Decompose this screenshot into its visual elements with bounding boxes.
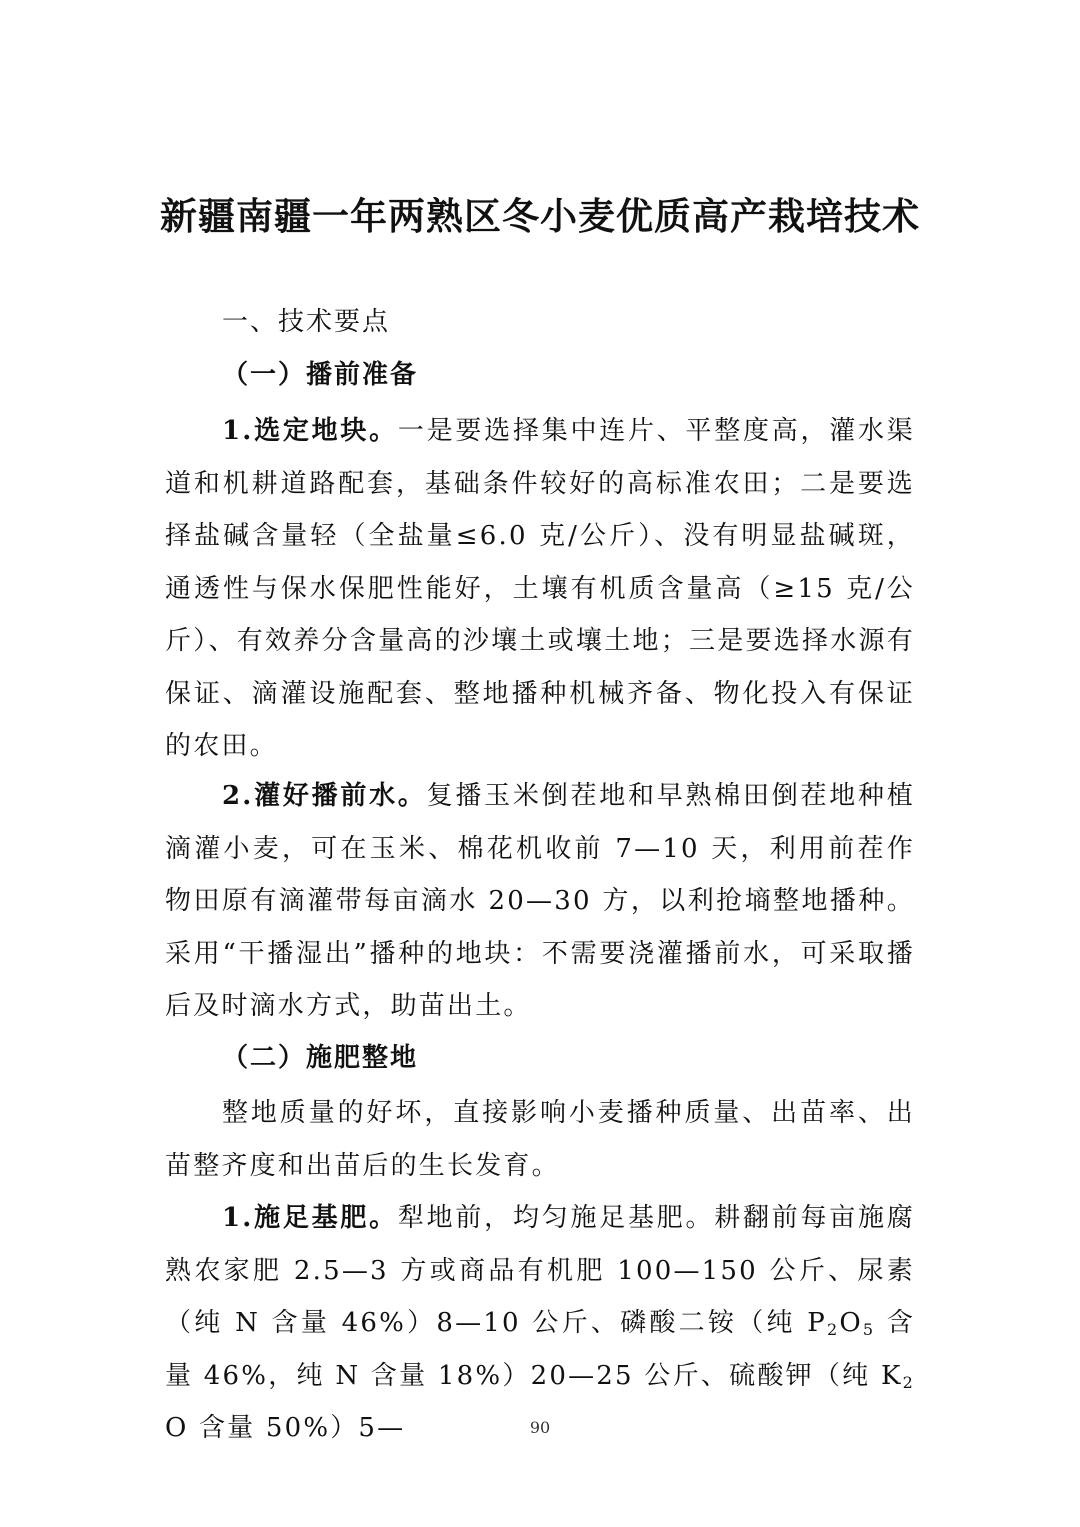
page-title: 新疆南疆一年两熟区冬小麦优质高产栽培技术 [160, 194, 920, 238]
paragraph-base-fertilizer [165, 1192, 915, 1455]
paragraph-text: 犁地前，均匀施足基肥。耕翻前每亩施腐熟农家肥 2.5—3 方或商品有机肥 100—150 公斤、尿素（纯 N 含量 46%）8—10 公斤、磷酸二铵（纯 P [165, 1203, 915, 1338]
paragraph-land-preparation [165, 1087, 915, 1192]
paragraph-text: O [839, 1308, 863, 1338]
section-heading-technical-points: 一、技术要点 [222, 307, 391, 337]
subscript: 2 [902, 1372, 915, 1392]
paragraph-lead: 2.灌好播前水。 [222, 781, 427, 811]
paragraph-lead: 1.施足基肥。 [222, 1203, 398, 1233]
paragraph-text: 复播玉米倒茬地和早熟棉田倒茬地种植滴灌小麦，可在玉米、棉花机收前 7—10 天，利用前茬作物田原有滴灌带每亩滴水 20—30 方，以利抢墒整地播种。采用“干播湿出”播种的地块：不需要浇灌播前水，可采取播后及时滴水方式，助苗出土。 [165, 781, 915, 1021]
paragraph-pre-sowing-water [165, 770, 915, 1033]
paragraph-text: 一是要选择集中连片、平整度高，灌水渠道和机耕道路配套，基础条件较好的高标准农田；二是要选择盐碱含量轻（全盐量≤6.0 克/公斤）、没有明显盐碱斑，通透性与保水保肥性能好，土壤有机质含量高（≥15 克/公斤）、有效养分含量高的沙壤土或壤土地；三是要选择水源有保证、滴灌设施配套、整地播种机械齐备、物化投入有保证的农田。 [165, 416, 915, 761]
paragraph-select-plot [165, 405, 915, 773]
subscript: 5 [862, 1320, 876, 1339]
paragraph-text: 整地质量的好坏，直接影响小麦播种质量、出苗率、出苗整齐度和出苗后的生长发育。 [165, 1098, 915, 1181]
subsection-heading-fertilize-prepare: （二）施肥整地 [222, 1043, 419, 1073]
subsection-heading-pre-sowing: （一）播前准备 [222, 360, 419, 390]
page-number: 90 [529, 1418, 551, 1437]
paragraph-lead: 1.选定地块。 [222, 416, 398, 446]
paragraph-text: 含量 46%，纯 N 含量 18%）20—25 公斤、硫酸钾（纯 K [165, 1308, 915, 1391]
subscript: 2 [826, 1320, 840, 1339]
paragraph-text: O 含量 50%）5— [165, 1413, 406, 1443]
